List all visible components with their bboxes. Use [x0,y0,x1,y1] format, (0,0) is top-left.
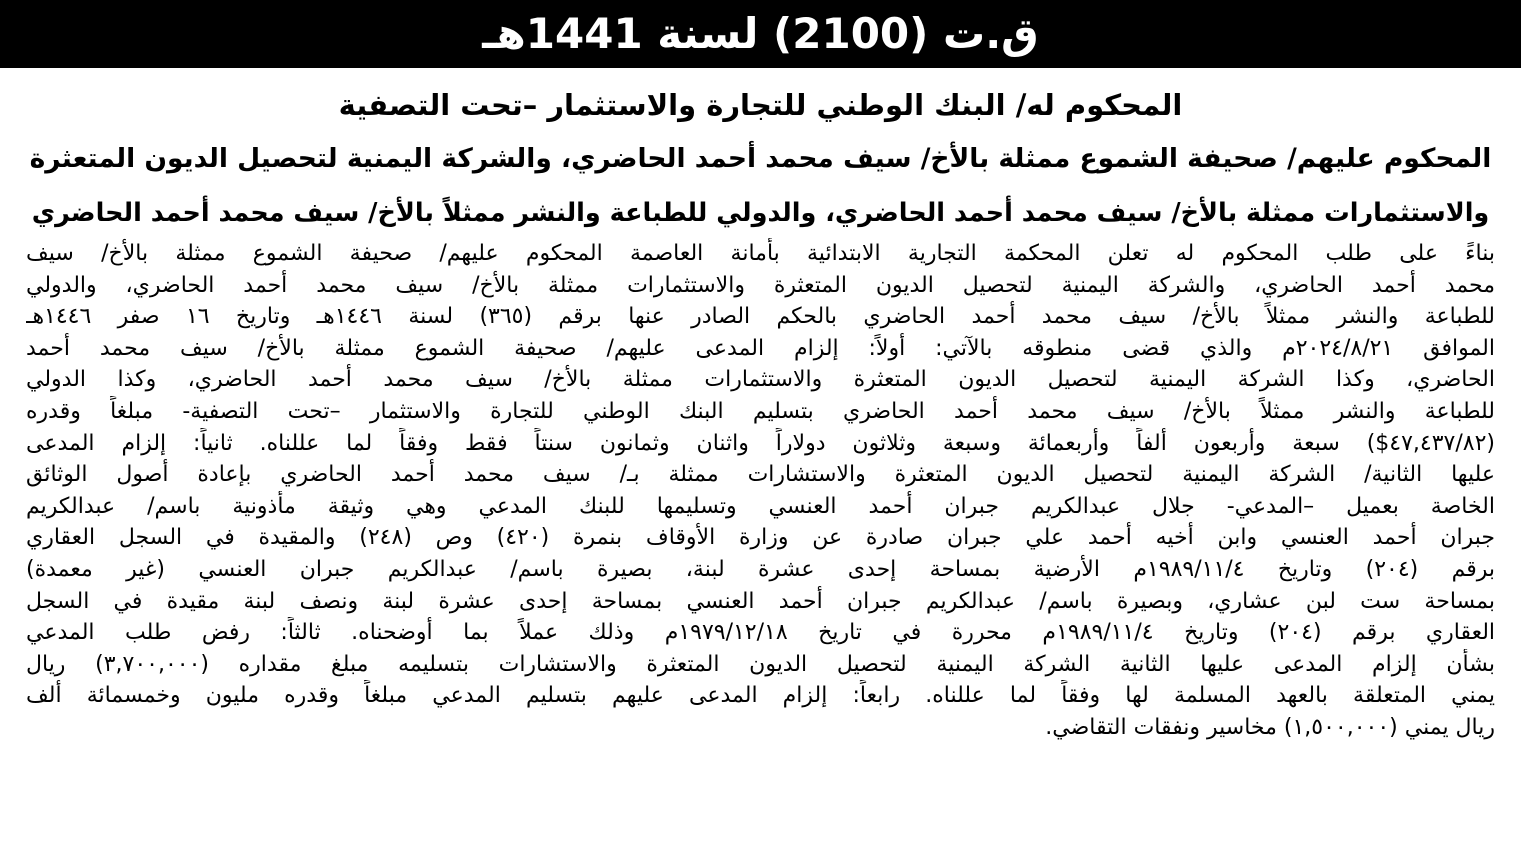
body-line: للطباعة والنشر ممثلاً بالأخ/ سيف محمد أحمد الحاضري بالحكم الصادر عنها برقم (٣٦٥) لسنة ١٤٤٦هـ وتاريخ ١٦ صفر ١٤٤٦هـ [26,304,1495,330]
notice-title-bar [0,0,1521,68]
body-line: برقم (٢٠٤) وتاريخ ١٩٨٩/١١/٤م الأرضية بمساحة إحدى عشرة لبنة، بصيرة باسم/ عبدالكريم جبران العنسي (غير معمدة) [26,556,1495,582]
body-line: عليها الثانية/ الشركة اليمنية لتحصيل الديون المتعثرة والاستشارات ممثلة بـ/ سيف محمد أحمد الحاضري بإعادة أصول الوثائق [26,462,1495,488]
body-line: بمساحة ست لبن عشاري، وبصيرة باسم/ عبدالكريم جبران أحمد العنسي بمساحة إحدى عشرة لبنة ونصف لبنة مقيدة في السجل [26,588,1495,614]
body-line: الموافق ٢٠٢٤/٨/٢١م والذي قضى منطوقه بالآتي: أولاً: إلزام المدعى عليهم/ صحيفة الشموع ممثلة بالأخ/ سيف محمد أحمد [26,335,1495,361]
body-line: محمد أحمد الحاضري، والشركة اليمنية لتحصيل الديون المتعثرة والاستثمارات ممثلة بالأخ/ سيف محمد أحمد الحاضري، والدولي [26,272,1495,298]
body-line-final: ريال يمني (١,٥٠٠,٠٠٠) مخاسير ونفقات التقاضي. [1045,714,1495,740]
judgment-body [26,238,1495,744]
body-line: الخاصة بعميل –المدعي- جلال عبدالكريم جبران أحمد العنسي وتسليمها للبنك المدعي وهي وثيقة مأذونية باسم/ عبدالكريم [26,493,1495,519]
body-line: للطباعة والنشر ممثلاً بالأخ/ سيف محمد أحمد الحاضري بتسليم البنك الوطني للتجارة والاستثمار –تحت التصفية- مبلغاً وقدره [26,398,1495,424]
defendants-heading-line-1: المحكوم عليهم/ صحيفة الشموع ممثلة بالأخ/ سيف محمد أحمد الحاضري، والشركة اليمنية لتحصيل الديون المتعثرة [29,143,1492,174]
body-line: يمني المتعلقة بالعهد المسلمة لها وفقاً لما عللناه. رابعاً: إلزام المدعى عليهم بتسليم المدعي مبلغاً وقدره مليون وخمسمائة ألف [26,683,1495,709]
defendants-heading-line-2: والاستثمارات ممثلة بالأخ/ سيف محمد أحمد الحاضري، والدولي للطباعة والنشر ممثلاً بالأخ/ سيف محمد أحمد الحاضري [31,198,1490,228]
body-line: الحاضري، وكذا الشركة اليمنية لتحصيل الديون المتعثرة والاستثمارات ممثلة بالأخ/ سيف محمد أحمد الحاضري، وكذا الدولي [26,367,1495,393]
body-line: بناءً على طلب المحكوم له تعلن المحكمة التجارية الابتدائية بأمانة العاصمة المحكوم عليهم/ صحيفة الشموع ممثلة بالأخ/ سيف [26,241,1495,266]
body-line: بشأن إلزام المدعى عليها الثانية الشركة اليمنية لتحصيل الديون المتعثرة والاستشارات بتسليمه مبلغ مقداره (٣,٧٠٠,٠٠٠) ريال [26,651,1495,677]
body-line: العقاري برقم (٢٠٤) وتاريخ ١٩٨٩/١١/٤م محررة في تاريخ ١٩٧٩/١٢/١٨م وذلك عملاً بما أوضحناه. ثالثاً: رفض طلب المدعي [26,620,1495,646]
plaintiff-heading: المحكوم له/ البنك الوطني للتجارة والاستثمار –تحت التصفية [338,88,1183,122]
parties-headings [20,78,1501,240]
body-line: (٤٧,٤٣٧/٨٢$) سبعة وأربعون ألفاً وأربعمائة وسبعة وثلاثون دولاراً واثنان وثمانون سنتاً فقط وفقاً لما عللناه. ثانياً: إلزام المدعى [26,430,1495,456]
body-line: جبران أحمد العنسي وابن أخيه أحمد علي جبران صادرة عن وزارة الأوقاف بنمرة (٤٢٠) وص (٢٤٨) والمقيدة في السجل العقاري [26,525,1495,551]
case-number-title: ق.ت (2100) لسنة 1441هـ [482,9,1039,58]
